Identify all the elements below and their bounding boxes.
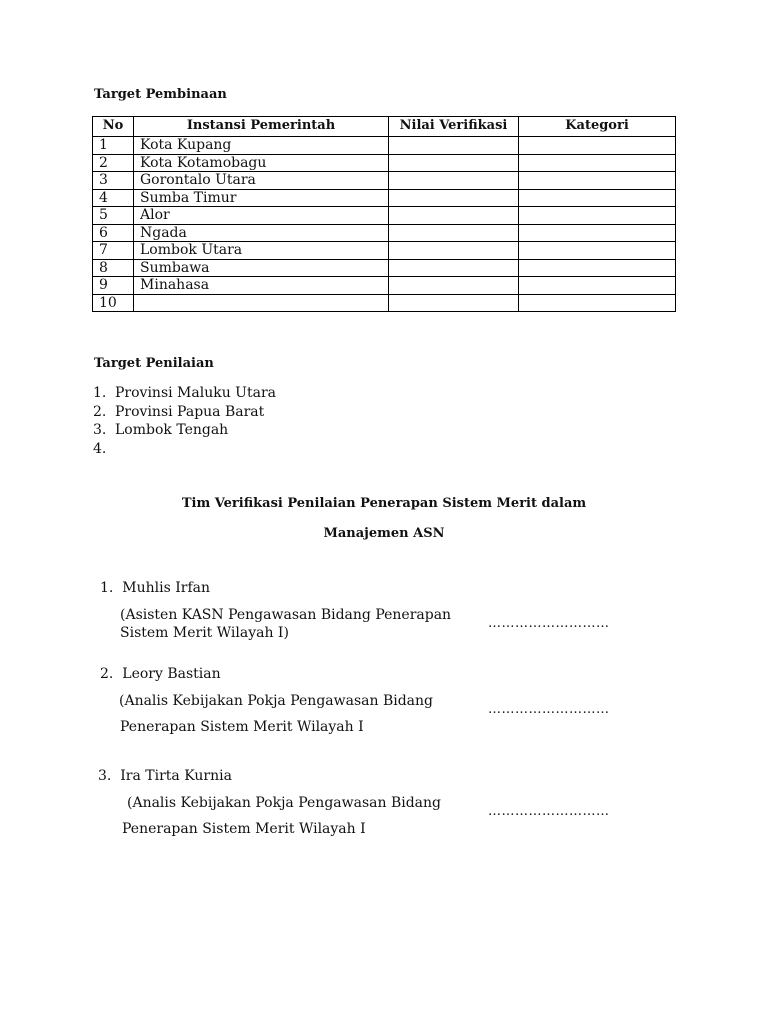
list-item-text: Provinsi Maluku Utara xyxy=(115,385,276,401)
header-no: No xyxy=(93,117,134,137)
team-title-line-1: Tim Verifikasi Penilaian Penerapan Sistem Merit dalam xyxy=(181,496,587,511)
table-row xyxy=(93,294,676,312)
cell-no: 8 xyxy=(93,259,134,277)
cell-kategori xyxy=(519,154,676,172)
member-name: Muhlis Irfan xyxy=(122,580,210,596)
cell-nilai xyxy=(389,154,519,172)
member-number: 3. xyxy=(98,768,112,784)
cell-nilai xyxy=(389,224,519,242)
member-name: Ira Tirta Kurnia xyxy=(120,768,232,784)
member-3-name-line xyxy=(98,768,232,784)
cell-nilai xyxy=(389,294,519,312)
cell-instansi: Ngada xyxy=(134,224,389,242)
cell-kategori xyxy=(519,277,676,295)
list-item-text: Provinsi Papua Barat xyxy=(115,403,265,420)
member-1-name-line xyxy=(100,580,210,596)
member-1-signature-line: ……………………… xyxy=(488,616,610,631)
member-1-role-line-1: (Asisten KASN Pengawasan Bidang Penerapan xyxy=(120,607,452,623)
header-instansi: Instansi Pemerintah xyxy=(134,117,389,137)
member-1-role-line-2: Sistem Merit Wilayah I) xyxy=(120,625,289,641)
cell-no: 4 xyxy=(93,189,134,207)
list-item-number: 2. xyxy=(93,403,107,420)
team-title-line-2: Manajemen ASN xyxy=(323,526,445,541)
cell-no: 5 xyxy=(93,207,134,225)
header-kategori: Kategori xyxy=(519,117,676,137)
list-item-number: 1. xyxy=(93,385,107,401)
table-row xyxy=(93,154,676,172)
list-item-number: 3. xyxy=(93,422,107,438)
section-title-pembinaan: Target Pembinaan xyxy=(94,87,227,102)
table-row xyxy=(93,189,676,207)
table-header-row xyxy=(93,117,676,137)
section-title-penilaian: Target Penilaian xyxy=(94,356,214,371)
table-row xyxy=(93,242,676,260)
member-2-signature-line: ……………………… xyxy=(488,702,610,717)
cell-no: 7 xyxy=(93,242,134,260)
cell-no: 6 xyxy=(93,224,134,242)
penilaian-list xyxy=(93,384,276,458)
cell-instansi: Kota Kupang xyxy=(134,137,389,155)
cell-no: 9 xyxy=(93,277,134,295)
table-row xyxy=(93,137,676,155)
cell-kategori xyxy=(519,189,676,207)
list-item xyxy=(93,403,276,422)
cell-kategori xyxy=(519,294,676,312)
table-row xyxy=(93,277,676,295)
list-item-text: Lombok Tengah xyxy=(115,422,229,438)
cell-nilai xyxy=(389,259,519,277)
member-3-role-line-2: Penerapan Sistem Merit Wilayah I xyxy=(122,821,366,837)
cell-no: 3 xyxy=(93,172,134,190)
verification-table xyxy=(92,116,676,312)
list-item xyxy=(93,440,276,459)
cell-kategori xyxy=(519,137,676,155)
cell-kategori xyxy=(519,242,676,260)
cell-nilai xyxy=(389,242,519,260)
cell-no: 10 xyxy=(93,294,134,312)
member-3-role-line-1: (Analis Kebijakan Pokja Pengawasan Bidang xyxy=(127,795,442,811)
cell-nilai xyxy=(389,277,519,295)
cell-kategori xyxy=(519,172,676,190)
cell-nilai xyxy=(389,137,519,155)
cell-instansi: Lombok Utara xyxy=(134,242,389,260)
member-2-name-line xyxy=(100,666,221,682)
cell-instansi: Sumbawa xyxy=(134,259,389,277)
cell-instansi: Kota Kotamobagu xyxy=(134,154,389,172)
table-row xyxy=(93,224,676,242)
cell-instansi: Minahasa xyxy=(134,277,389,295)
cell-nilai xyxy=(389,207,519,225)
cell-instansi: Sumba Timur xyxy=(134,189,389,207)
cell-no: 1 xyxy=(93,137,134,155)
table-row xyxy=(93,172,676,190)
list-item xyxy=(93,421,276,440)
list-item xyxy=(93,384,276,403)
member-2-role-line-2: Penerapan Sistem Merit Wilayah I xyxy=(120,719,364,735)
cell-instansi xyxy=(134,294,389,312)
member-name: Leory Bastian xyxy=(122,666,221,682)
header-nilai: Nilai Verifikasi xyxy=(389,117,519,137)
cell-nilai xyxy=(389,172,519,190)
cell-instansi: Alor xyxy=(134,207,389,225)
member-3-signature-line: ……………………… xyxy=(488,804,610,819)
table-row xyxy=(93,207,676,225)
cell-no: 2 xyxy=(93,154,134,172)
member-number: 1. xyxy=(100,580,114,596)
table-row xyxy=(93,259,676,277)
list-item-number: 4. xyxy=(93,440,107,457)
member-number: 2. xyxy=(100,666,114,682)
cell-kategori xyxy=(519,259,676,277)
cell-nilai xyxy=(389,189,519,207)
cell-kategori xyxy=(519,207,676,225)
member-2-role-line-1: (Analis Kebijakan Pokja Pengawasan Bidang xyxy=(119,693,434,709)
cell-instansi: Gorontalo Utara xyxy=(134,172,389,190)
cell-kategori xyxy=(519,224,676,242)
